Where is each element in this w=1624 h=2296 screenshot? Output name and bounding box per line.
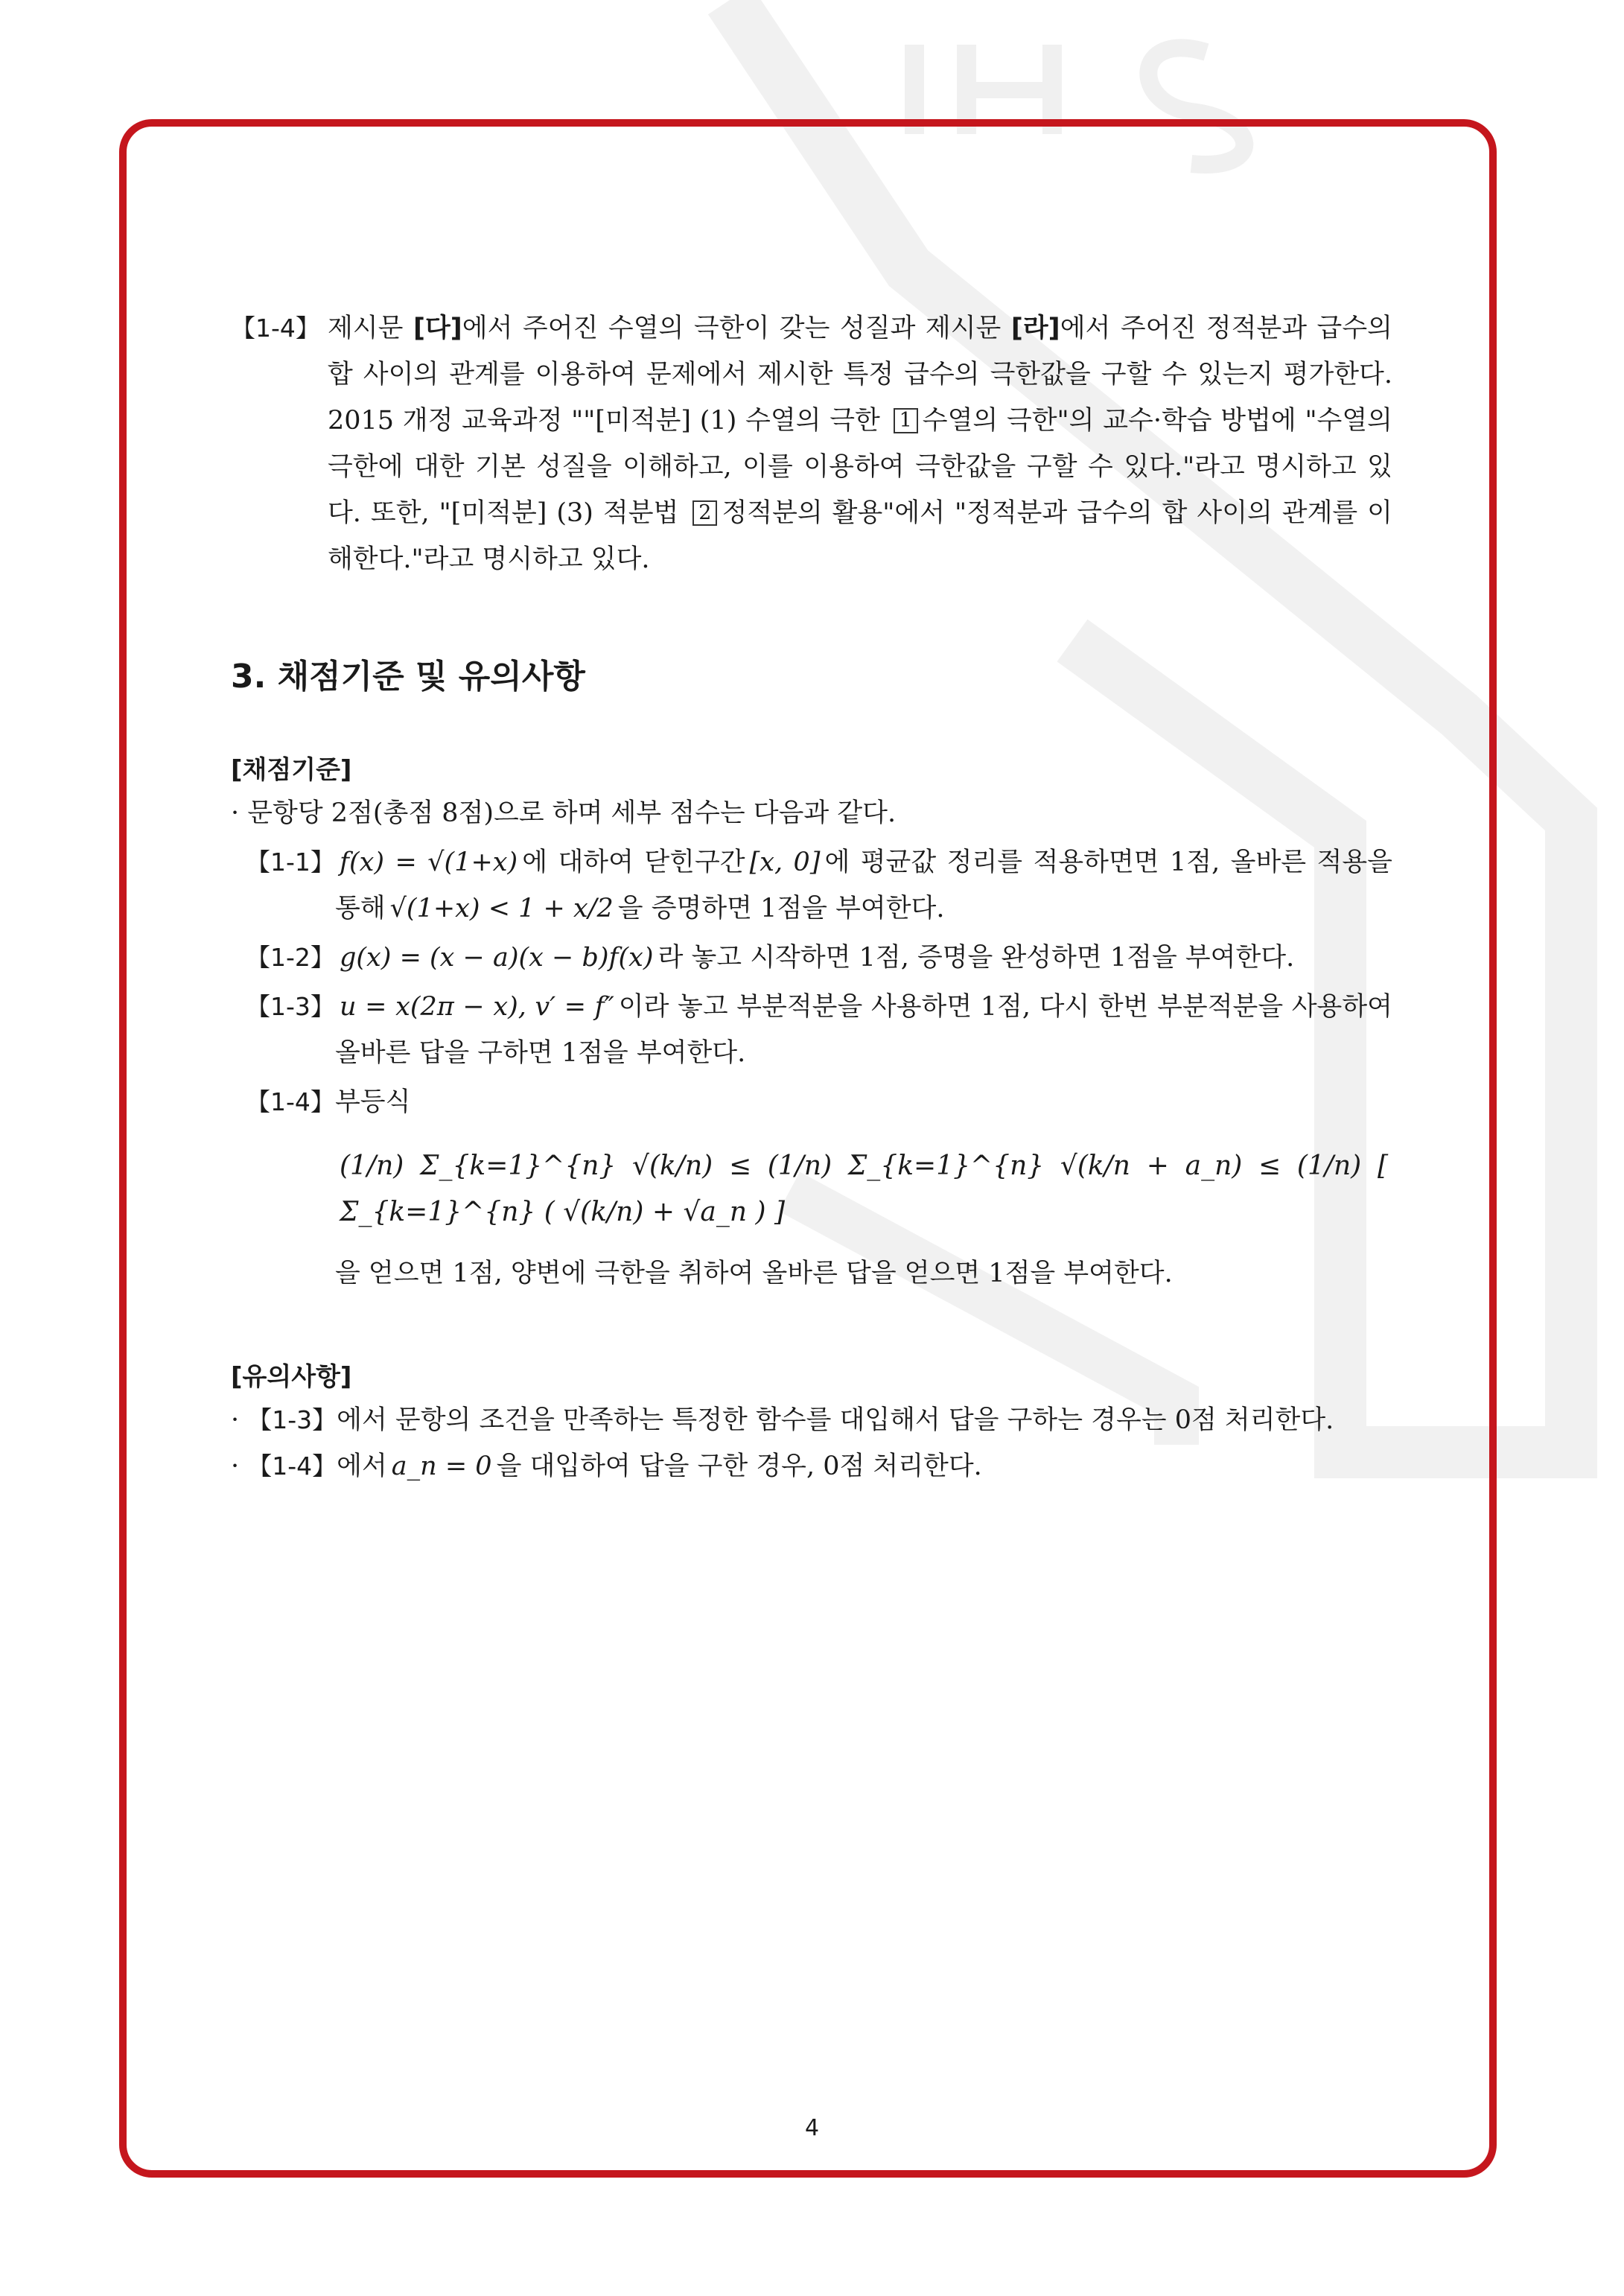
note-2: · 【1-4】에서 a_n = 0 을 대입하여 답을 구한 경우, 0점 처리한다. bbox=[231, 1451, 982, 1481]
criterion-1-4: 【1-4】 부등식 (1/n) Σ_{k=1}^{n} √(k/n) ≤ (1/n) Σ_{k=1}^{n} √(k/n + a_n) ≤ (1/n) [ Σ_{k=1}^{n} ( √(k/n) + √a_n ) ] 을 얻으면 1점, 양변에 극한을 취하여 올바른 답을 얻으면 1점을 부여한다. bbox=[231, 1079, 1392, 1297]
criteria-heading: [채점기준] bbox=[231, 755, 352, 785]
criterion-1-1: 【1-1】 f(x) = √(1+x) 에 대하여 닫힌구간 [x, 0] 에 평균값 정리를 적용하면면 1점, 올바른 적용을 통해 √(1+x) < 1 + x/2 을 증명하면 1점을 부여한다. bbox=[246, 848, 1392, 923]
criteria-intro: · 문항당 2점(총점 8점)으로 하며 세부 점수는 다음과 같다. bbox=[231, 798, 897, 828]
formula: u = x(2π − x), v′ = f″ bbox=[340, 992, 614, 1022]
formula: g(x) = (x − a)(x − b)f(x) bbox=[340, 943, 654, 973]
note-1: · 【1-3】에서 문항의 조건을 만족하는 특정한 함수를 대입해서 답을 구하는 경우는 0점 처리한다. bbox=[231, 1405, 1334, 1435]
formula: [x, 0] bbox=[749, 848, 821, 877]
formula: √(1+x) < 1 + x/2 bbox=[389, 894, 614, 923]
criterion-1-3: 【1-3】 u = x(2π − x), v′ = f″ 이라 놓고 부분적분을 사용하면 1점, 다시 한번 부분적분을 사용하여 올바른 답을 구하면 1점을 부여한다. bbox=[246, 992, 1392, 1068]
item-tag: 【1-4】 bbox=[231, 314, 320, 343]
circled-number-box: 2 bbox=[692, 500, 717, 526]
criterion-1-2: 【1-2】 g(x) = (x − a)(x − b)f(x) 라 놓고 시작하면 1점, 증명을 완성하면 1점을 부여한다. bbox=[246, 943, 1295, 973]
grading-rationale-1-4: 【1-4】 제시문 [다]에서 주어진 수열의 극한이 갖는 성질과 제시문 [라]에서 주어진 정적분과 급수의 합 사이의 관계를 이용하여 문제에서 제시한 특정 급수의 극한값을 구할 수 있는지 평가한다. 2015 개정 교육과정 ""[미적분] (1) 수열의 극한 1 수열의 극한"의 교수·학습 방법에 "수열의 극한에 대한 기본 성질을 이해하고, 이를 이용하여 극한값을 구할 수 있다."라고 명시하고 있다. 또한, "[미적분] (3) 적분법 2 정적분의 활용"에서 "정적분과 급수의 합 사이의 관계를 이해한다."라고 명시하고 있다. bbox=[231, 305, 1392, 582]
page-number: 4 bbox=[804, 2115, 820, 2141]
circled-number-box: 1 bbox=[894, 408, 918, 433]
formula: a_n = 0 bbox=[391, 1451, 492, 1481]
notes-heading: [유의사항] bbox=[231, 1362, 352, 1392]
inequality-display bbox=[335, 1143, 1392, 1236]
section-title: 3. 채점기준 및 유의사항 bbox=[231, 658, 585, 696]
formula: f(x) = √(1+x) bbox=[340, 848, 518, 877]
page-content bbox=[231, 305, 1392, 1489]
inequality-formula: (1/n) Σ_{k=1}^{n} √(k/n) ≤ (1/n) Σ_{k=1}^{n} √(k/n + a_n) ≤ (1/n) [ Σ_{k=1}^{n} ( √(k/n) + √a_n ) ] bbox=[340, 1151, 1388, 1227]
